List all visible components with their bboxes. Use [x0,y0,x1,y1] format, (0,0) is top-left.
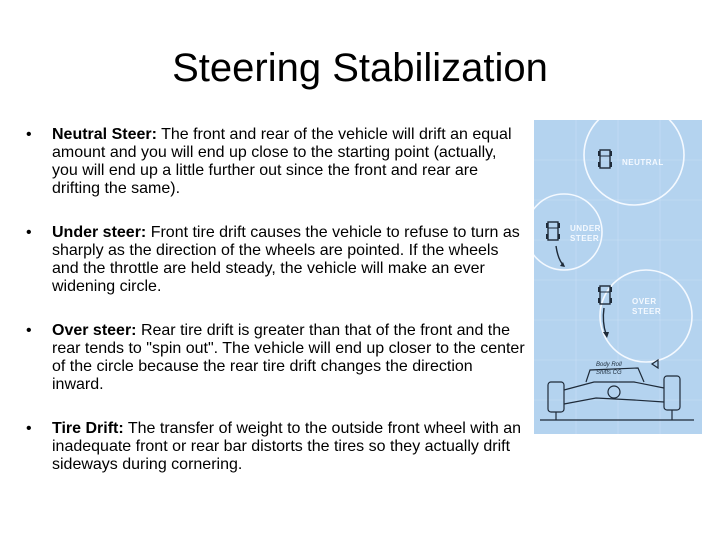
over-steer-arrow-icon [603,308,606,334]
bullet-term: Under steer: [52,224,147,241]
bullet-list [26,126,526,474]
bullet-term: Tire Drift: [52,420,124,437]
steering-diagram [534,120,702,434]
body-roll-note-line1: Body Roll [596,362,622,368]
suspension-illustration [540,360,694,420]
under-steer-label-line1: UNDER [570,224,601,233]
bullet-marker: • [26,126,32,143]
bullet-text: The front and rear of the vehicle will drift an equal amount and you will end up close to the starting point (actually, you will end up a little further out since the front and rear are drifting the same). [52,126,512,197]
bullet-text: Front tire drift causes the vehicle to refuse to turn as sharply as the direction of the wheels are pointed. If the wheels and the throttle are held steady, the vehicle will make an ever widening circle. [52,224,520,295]
bullet-marker: • [26,224,32,241]
bullet-text: Rear tire drift is greater than that of the front and the rear tends to "spin out". The vehicle will end up closer to the center of the circle because the rear tire drift changes the direction inward. [52,322,525,393]
over-steer-circle [600,270,692,362]
bullet-text: The transfer of weight to the outside front wheel with an inadequate front or rear bar distorts the tires so they actually drift sideways during cornering. [52,420,521,473]
over-steer-label-line1: OVER [632,297,657,306]
bullet-term: Neutral Steer: [52,126,157,143]
body-roll-note-line2: Shifts CG [596,370,622,376]
bullet-under-steer [26,224,526,296]
under-steer-label-line2: STEER [570,234,600,243]
under-steer-car-icon [546,222,560,240]
steering-diagram-svg [534,120,702,434]
bullet-tire-drift [26,420,526,474]
bullet-neutral-steer [26,126,526,198]
neutral-label: NEUTRAL [622,158,664,167]
bullet-term: Over steer: [52,322,137,339]
bullet-marker: • [26,420,32,437]
bullet-over-steer [26,322,526,394]
neutral-car-icon [598,150,612,168]
bullet-marker: • [26,322,32,339]
slide-title: Steering Stabilization [172,46,548,90]
over-steer-label-line2: STEER [632,307,662,316]
